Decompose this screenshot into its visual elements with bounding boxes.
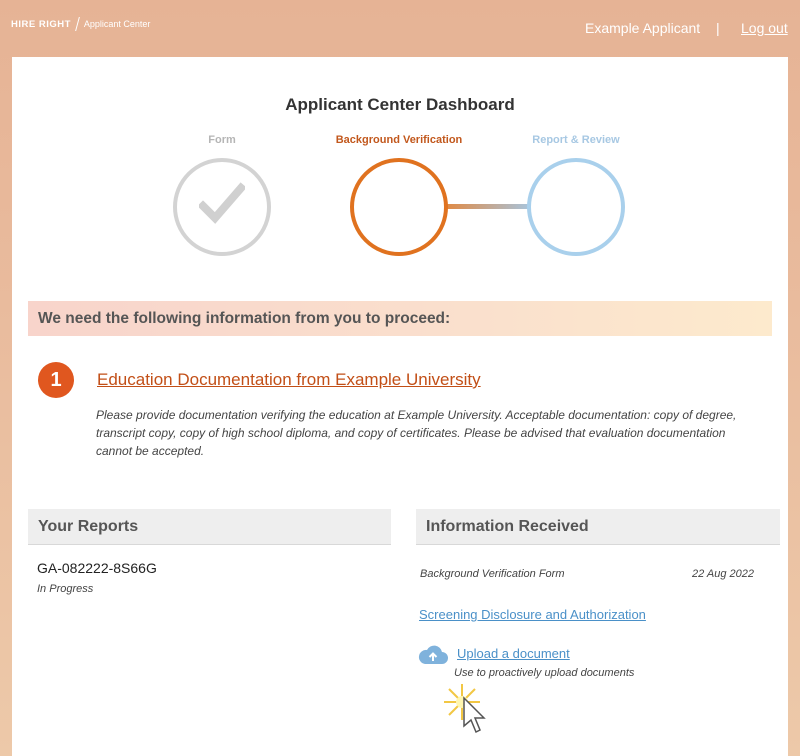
upload-note: Use to proactively upload documents [454,667,635,679]
step-label-report-review: Report & Review [532,134,620,146]
requirement-description: Please provide documentation verifying the education at Example University. Acceptable documentation: copy of degree, transcript copy, copy of high school diploma, and copy of certificates. Please be advised that evaluation documentation cannot be accepted. [96,408,737,458]
information-received-header [416,509,780,545]
logo-subtitle: Applicant Center [83,19,151,29]
step-circle-form [173,158,271,256]
logout-link[interactable]: Log out [741,20,788,36]
step-connector [446,204,530,209]
user-name: Example Applicant [585,20,701,36]
step-label-background-verification: Background Verification [335,134,463,146]
step-circle-report-review [527,158,625,256]
checkmark-icon [199,182,245,228]
header-separator: | [716,20,720,36]
page-title: Applicant Center Dashboard [285,95,515,114]
upload-document-link[interactable]: Upload a document [457,646,570,661]
report-status: In Progress [37,583,94,595]
your-reports-heading: Your Reports [38,518,139,535]
screening-disclosure-link[interactable]: Screening Disclosure and Authorization [419,607,646,622]
hireright-logo[interactable] [11,17,150,31]
dashboard-panel [12,57,788,756]
requirements-banner [28,301,772,336]
step-circle-background-verification [350,158,448,256]
requirement-number-badge: 1 [38,362,74,398]
received-form-date: 22 Aug 2022 [692,568,754,580]
logo-brand: HIRE RIGHT [11,18,71,30]
received-form-name: Background Verification Form [420,568,565,580]
top-bar [0,0,800,56]
report-id[interactable]: GA-082222-8S66G [37,560,157,576]
requirements-banner-text: We need the following information from you to proceed: [38,310,451,327]
information-received-heading: Information Received [426,518,589,535]
logo-divider [75,17,80,31]
your-reports-header [28,509,391,545]
mouse-cursor-icon [442,682,502,742]
education-documentation-link[interactable]: Education Documentation from Example University [97,370,481,389]
step-label-form: Form [208,134,236,146]
cloud-upload-icon[interactable] [417,644,449,666]
